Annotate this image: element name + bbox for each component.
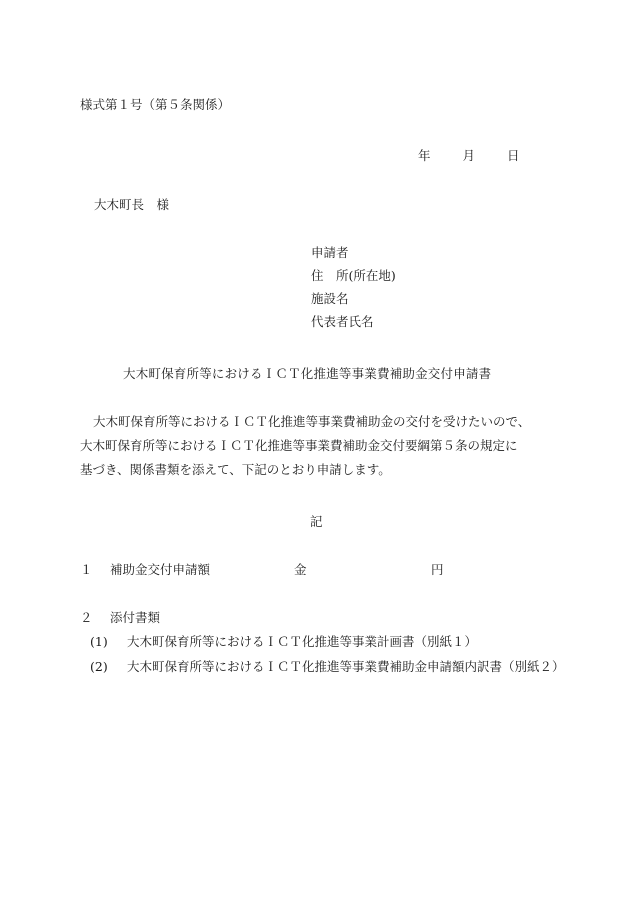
body-paragraph [80,416,530,488]
date-month: 月 [462,148,476,163]
body-line: 大木町保育所等におけるＩＣＴ化推進等事業費補助金の交付を受けたいので、 [93,414,531,429]
item-1-label: 補助金交付申請額 [110,562,211,577]
item-2-label: 添付書類 [110,610,161,625]
document-title: 大木町保育所等におけるＩＣＴ化推進等事業費補助金交付申請書 [123,366,492,381]
addressee: 大木町長 様 [94,197,170,212]
date-year: 年 [418,148,431,163]
date-line [418,150,520,163]
item-1-number: １ [80,562,93,577]
applicant-facility: 施設名 [311,291,349,306]
attachment-number: (2) [90,659,108,674]
attachment-text: 大木町保育所等におけるＩＣＴ化推進等事業費補助金申請額内訳書（別紙２） [127,659,565,674]
body-line: 大木町保育所等におけるＩＣＴ化推進等事業費補助金交付要綱第５条の規定に [80,438,518,453]
form-number: 様式第１号（第５条関係） [80,97,231,112]
item-2-number: ２ [80,610,93,625]
applicant-representative: 代表者氏名 [311,314,374,329]
item-1-en: 円 [431,562,444,577]
attachment-item [90,636,477,649]
applicant-block [311,247,396,339]
applicant-label: 申請者 [311,245,349,260]
ki-heading: 記 [310,514,323,529]
attachment-text: 大木町保育所等におけるＩＣＴ化推進等事業計画書（別紙１） [127,634,478,649]
applicant-address: 住 所(所在地) [311,268,396,283]
attachment-item [90,661,565,674]
item-1-application-amount [80,564,444,577]
body-line: 基づき、関係書類を添えて、下記のとおり申請します。 [80,462,391,477]
date-day: 日 [507,148,520,163]
item-1-kin: 金 [294,562,307,577]
item-2-attachments [80,612,160,625]
attachment-number: (1) [90,634,108,649]
